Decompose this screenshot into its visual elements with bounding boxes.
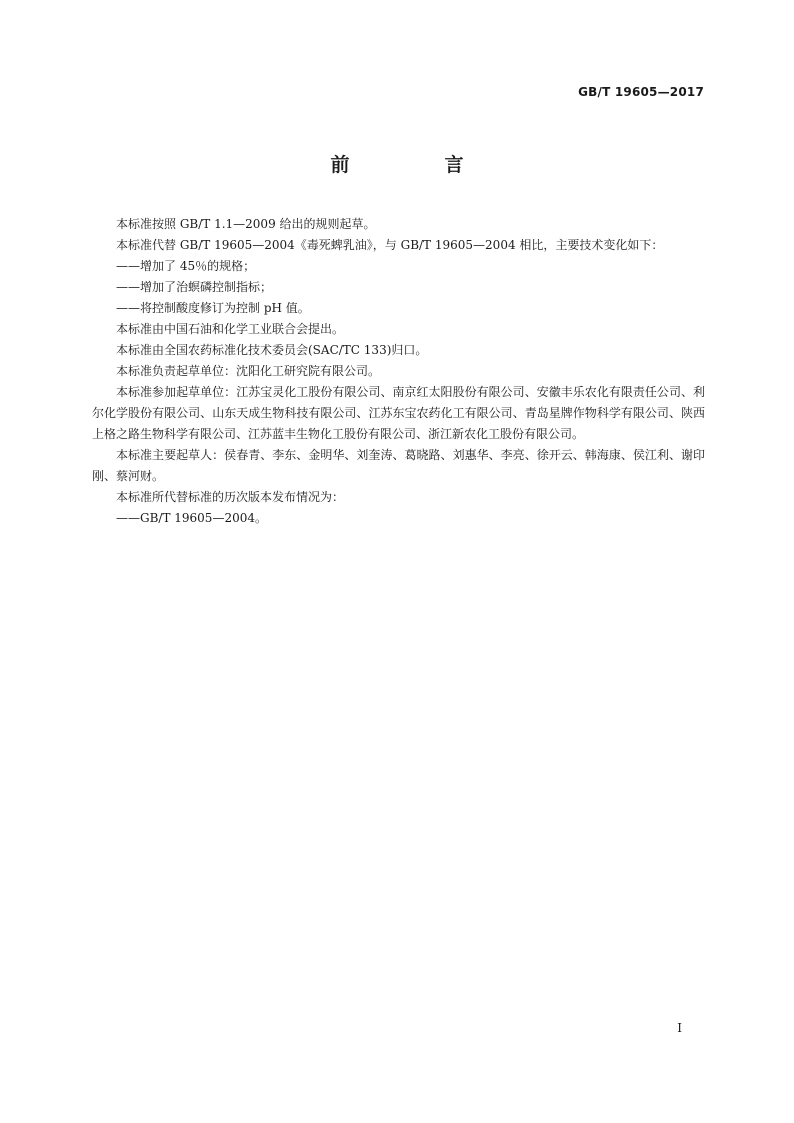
page-title: 前 言 [330,154,502,176]
paragraph-centralized-by: 本标准由全国农药标准化技术委员会(SAC/TC 133)归口。 [116,343,428,357]
paragraph-previous-editions: 本标准所代替标准的历次版本发布情况为： [116,490,345,504]
paragraph-main-drafters: 本标准主要起草人：侯春青、李东、金明华、刘奎涛、葛晓路、刘惠华、李亮、徐开云、韩海康、侯江利、谢印刚、蔡河财。 [92,448,705,483]
paragraph-participating-units: 本标准参加起草单位：江苏宝灵化工股份有限公司、南京红太阳股份有限公司、安徽丰乐农化有限责任公司、利尔化学股份有限公司、山东天成生物科技有限公司、江苏东宝农药化工有限公司、青岛星牌作物科学有限公司、陕西上格之路生物科学有限公司、江苏蓝丰生物化工股份有限公司、浙江新农化工股份有限公司。 [92,385,705,441]
page-number: I [677,1021,682,1035]
paragraph-drafting-rules: 本标准按照 GB/T 1.1—2009 给出的规则起草。 [116,217,376,231]
paragraph-responsible-unit: 本标准负责起草单位：沈阳化工研究院有限公司。 [116,364,381,378]
paragraph-proposed-by: 本标准由中国石油和化学工业联合会提出。 [116,322,345,336]
change-item-ph-value: ——将控制酸度修订为控制 pH 值。 [116,301,310,315]
previous-edition-item: ——GB/T 19605—2004。 [116,511,267,525]
foreword-body [92,214,705,529]
change-item-45-percent: ——增加了 45％的规格； [116,259,256,273]
change-item-control-index: ——增加了治螟磷控制指标； [116,280,273,294]
standard-code: GB/T 19605—2017 [578,85,704,99]
paragraph-replacement: 本标准代替 GB/T 19605—2004《毒死蜱乳油》，与 GB/T 19605—2004 相比，主要技术变化如下： [116,238,664,252]
